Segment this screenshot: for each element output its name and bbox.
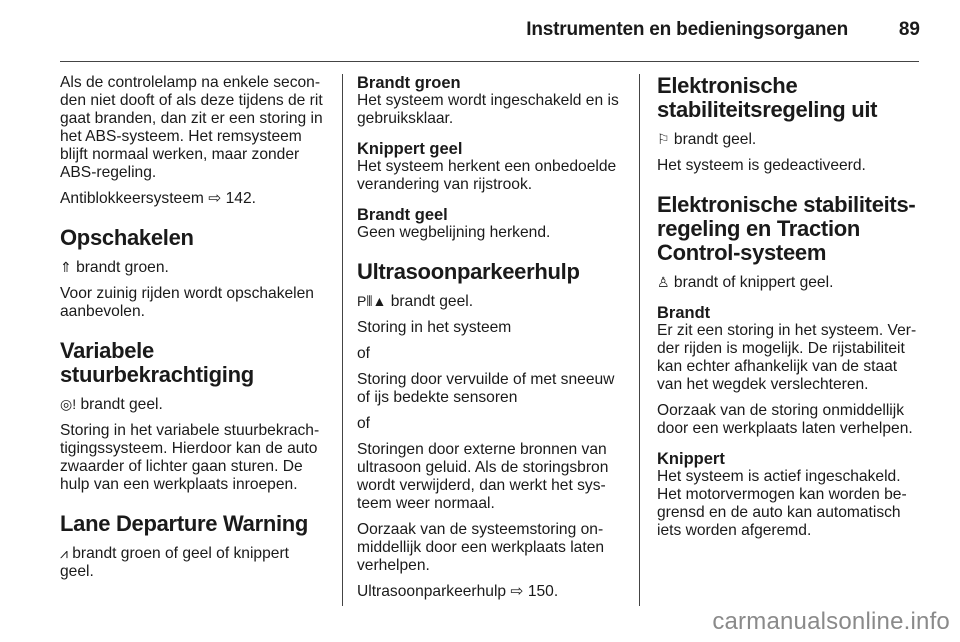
ultrasoon-cross-reference: Ultrasoonparkeerhulp ⇨ 150.: [357, 583, 559, 600]
heading-lane-departure: Lane Departure Warning: [60, 511, 309, 536]
ultrasoon-text: Storing door vervuilde of met sneeuw of ijs bedekte sensoren: [357, 371, 615, 406]
ultrasoon-text: of: [357, 345, 371, 362]
heading-opschakelen: Opschakelen: [60, 225, 194, 250]
esp-off-text: Het systeem is gedeactiveerd.: [657, 157, 866, 174]
heading-knippert-geel: Knippert geel: [357, 140, 463, 158]
knippert-geel-text: Het systeem herkent een onbedoelde verandering van rijstrook.: [357, 158, 617, 193]
esp-skid-icon: ♙: [657, 274, 670, 290]
heading-variabele-stuurbekrachtiging: Variabele stuurbekrachtiging: [60, 338, 254, 387]
esp-off-icon: ⚐: [657, 131, 670, 147]
section-title: Instrumenten en bedieningsorganen: [526, 19, 848, 40]
header-rule: [60, 61, 919, 62]
column-left: [60, 74, 326, 589]
parking-sensor-icon: P⦀▲: [357, 293, 387, 309]
shift-up-icon: ⇑: [60, 259, 72, 275]
column-right: [657, 74, 923, 548]
knippert-text: Het systeem is actief ingeschakeld. Het motorvermogen kan worden begrensd en de auto kan automatisch iets worden afgeremd.: [657, 468, 907, 539]
opschakelen-text: Voor zuinig rijden wordt opschakelen aanbevolen.: [60, 285, 314, 320]
page-number: 89: [898, 19, 920, 40]
esp-off-status: ⚐ brandt geel.: [657, 131, 757, 148]
stuurbekrachtiging-status: ◎! brandt geel.: [60, 396, 163, 413]
column-middle: [357, 74, 623, 609]
stuurbekrachtiging-text: Storing in het variabele stuurbekrachtigingssysteem. Hierdoor kan de auto zwaarder of lichter gaan sturen. De hulp van een werkplaats inroepen.: [60, 422, 320, 493]
heading-esp-uit: Elektronische stabiliteitsregeling uit: [657, 73, 878, 122]
heading-ultrasoonparkeerhulp: Ultrasoonparkeerhulp: [357, 259, 580, 284]
opschakelen-status: ⇑ brandt groen.: [60, 259, 169, 276]
watermark: carmanualsonline.info: [712, 608, 950, 635]
ultrasoon-text: Oorzaak van de systeemstoring onmiddellijk door een werkplaats laten verhelpen.: [357, 521, 605, 574]
abs-cross-reference: Antiblokkeersysteem ⇨ 142.: [60, 190, 256, 207]
abs-warning-text: Als de controlelamp na enkele seconden niet dooft of als deze tijdens de rit gaat branden, dan zit er een storing in het ABS-systeem. Het remsysteem blijft normaal werken, maar zonder ABS-regeling.: [60, 74, 323, 181]
brandt-text: Oorzaak van de storing onmiddellijk door een werkplaats laten verhelpen.: [657, 402, 913, 437]
brandt-geel-text: Geen wegbelijning herkend.: [357, 224, 551, 241]
ultrasoon-status: P⦀▲ brandt geel.: [357, 293, 474, 310]
heading-esp-traction-control: Elektronische stabiliteitsregeling en Traction Control-systeem: [657, 192, 916, 265]
brandt-text: Er zit een storing in het systeem. Verder rijden is mogelijk. De rijstabiliteit kan echter afhankelijk van de staat van het wegdek verslechteren.: [657, 322, 917, 393]
esp-tc-status: ♙ brandt of knippert geel.: [657, 274, 834, 291]
lane-departure-status: ⩘ brandt groen of geel of knippert geel.: [60, 545, 289, 580]
heading-knippert: Knippert: [657, 450, 725, 468]
heading-brandt-geel: Brandt geel: [357, 206, 448, 224]
steering-warning-icon: ◎!: [60, 396, 77, 412]
page-header: [0, 0, 960, 62]
brandt-groen-text: Het systeem wordt ingeschakeld en is gebruiksklaar.: [357, 92, 619, 127]
column-divider: [639, 74, 640, 606]
heading-brandt: Brandt: [657, 304, 711, 322]
ultrasoon-text: Storingen door externe bronnen van ultrasoon geluid. Als de storingsbron wordt verwijderd, dan werkt het systeem weer normaal.: [357, 441, 609, 512]
column-divider: [342, 74, 343, 606]
heading-brandt-groen: Brandt groen: [357, 74, 461, 92]
ultrasoon-text: of: [357, 415, 371, 432]
lane-departure-icon: ⩘: [60, 545, 68, 561]
ultrasoon-text: Storing in het systeem: [357, 319, 512, 336]
